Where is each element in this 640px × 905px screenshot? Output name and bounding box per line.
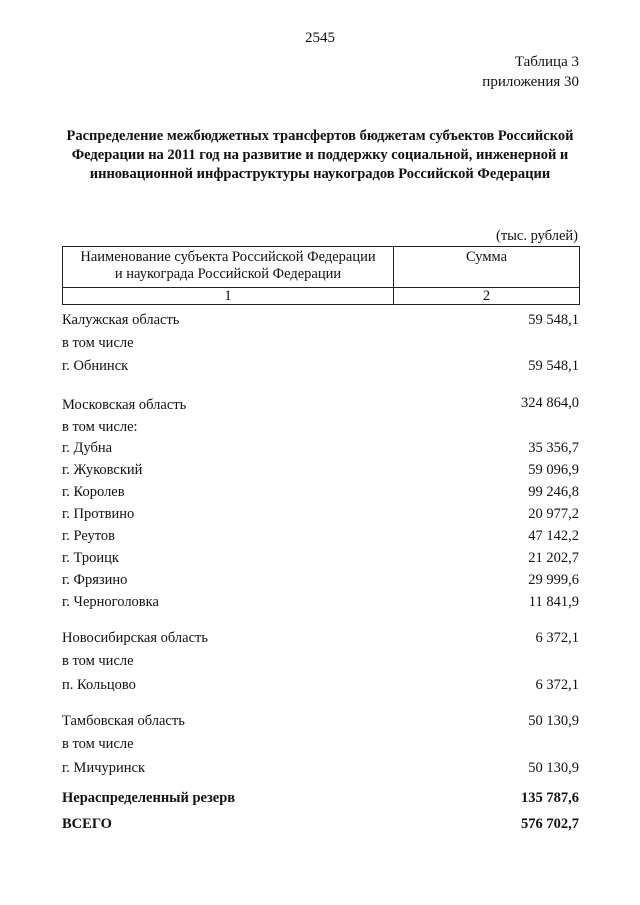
row-value: 59 548,1 <box>528 358 579 374</box>
row-value: 50 130,9 <box>528 760 579 776</box>
row-name: г. Фрязино <box>62 572 128 588</box>
row-value-total: 576 702,7 <box>521 816 579 832</box>
column-header-sum: Сумма <box>394 247 580 288</box>
units-label: (тыс. рублей) <box>496 228 578 244</box>
table-reference-line2: приложения 30 <box>482 74 579 90</box>
table-reference-line1: Таблица 3 <box>514 54 579 70</box>
row-name: Калужская область <box>62 312 180 328</box>
row-value: 6 372,1 <box>535 677 579 693</box>
row-name: г. Обнинск <box>62 358 129 374</box>
row-name: г. Жуковский <box>62 462 143 478</box>
row-name-total: ВСЕГО <box>62 816 112 832</box>
row-name-reserve: Нераспределенный резерв <box>62 790 236 806</box>
row-value: 99 246,8 <box>528 484 579 500</box>
row-name: г. Мичуринск <box>62 760 146 776</box>
row-value: 47 142,2 <box>528 528 579 544</box>
row-value: 6 372,1 <box>535 630 579 646</box>
row-name: г. Королев <box>62 484 125 500</box>
column-header-name-line1: Наименование субъекта Российской Федерации <box>80 249 376 265</box>
row-name: в том числе <box>62 736 134 752</box>
page-number: 2545 <box>305 30 335 46</box>
row-name: Тамбовская область <box>62 713 185 729</box>
row-value-reserve: 135 787,6 <box>521 790 579 806</box>
row-value: 21 202,7 <box>528 550 579 566</box>
column-number-2: 2 <box>394 288 580 305</box>
column-number-1: 1 <box>63 288 394 305</box>
row-name: г. Троицк <box>62 550 119 566</box>
row-name: Новосибирская область <box>62 630 208 646</box>
row-value: 20 977,2 <box>528 506 579 522</box>
column-header-name-line2: и наукограда Российской Федерации <box>114 266 342 282</box>
column-header-name <box>63 247 394 288</box>
row-name: п. Кольцово <box>62 677 136 693</box>
row-name: в том числе <box>62 335 134 351</box>
row-value: 50 130,9 <box>528 713 579 729</box>
row-value: 11 841,9 <box>528 594 579 610</box>
document-title: Распределение межбюджетных трансфертов бюджетам субъектов Российской Федерации на 2011 год на развитие и поддержку социальной, инженерной и инновационной инфраструктуры наукоградов Российской Федерации <box>66 128 574 182</box>
row-name: Московская область <box>62 397 187 413</box>
row-value: 59 096,9 <box>528 462 579 478</box>
row-name: в том числе: <box>62 419 138 435</box>
row-name: г. Черноголовка <box>62 594 159 610</box>
table-header <box>62 246 580 305</box>
row-name: г. Дубна <box>62 440 113 456</box>
row-value: 324 864,0 <box>521 395 579 411</box>
row-value: 35 356,7 <box>528 440 579 456</box>
row-name: в том числе <box>62 653 134 669</box>
row-name: г. Реутов <box>62 528 116 544</box>
row-name: г. Протвино <box>62 506 135 522</box>
row-value: 59 548,1 <box>528 312 579 328</box>
row-value: 29 999,6 <box>528 572 579 588</box>
